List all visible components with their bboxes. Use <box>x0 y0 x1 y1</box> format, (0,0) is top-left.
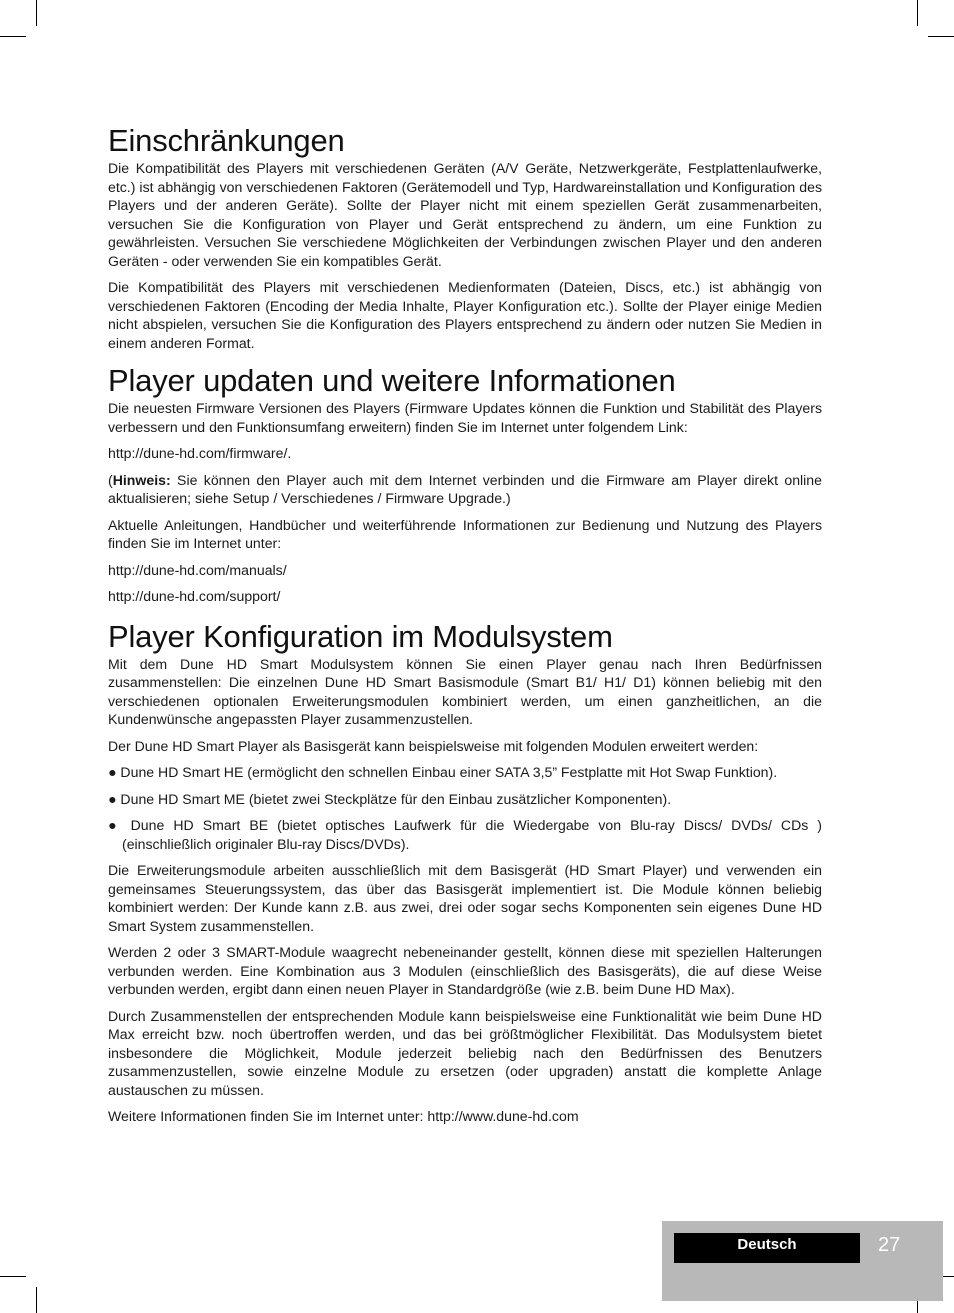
paragraph: Die Erweiterungsmodule arbeiten ausschließlich mit dem Basisgerät (HD Smart Player) und verwenden ein gemeinsames Steuerungssystem, das über das Basisgerät implementiert ist. Die Module können beliebig kombiniert werden: Der Kunde kann z.B. aus zwei, drei oder sogar sechs Komponenten sein eigenes Dune HD Smart System zusammenstellen. <box>108 862 822 934</box>
paragraph: Werden 2 oder 3 SMART-Module waagrecht nebeneinander gestellt, können diese mit speziellen Halterungen verbunden werden. Eine Kombination aus 3 Modulen (einschließlich des Basisgeräts), die auf diese Weise verbunden werden, ergibt dann einen neuen Player in Standardgröße (wie z.B. beim Dune HD Max). <box>108 944 822 997</box>
crop-mark <box>0 1276 26 1277</box>
language-label: Deutsch <box>674 1233 860 1263</box>
support-link[interactable]: http://dune-hd.com/support/ <box>108 588 281 604</box>
paragraph: Mit dem Dune HD Smart Modulsystem können Sie einen Player genau nach Ihren Bedürfnissen zusammenstellen: Die einzelnen Dune HD Smart Basismodule (Smart B1/ H1/ D1) können beliebig mit den verschiedenen optionalen Erweiterungsmodulen kombiniert werden, um einen ganzheitlichen, an die Kundenwünsche angepassten Player zusammenzustellen. <box>108 655 822 727</box>
firmware-link[interactable]: http://dune-hd.com/firmware/. <box>108 445 292 461</box>
paragraph: Die Kompatibilität des Players mit verschiedenen Medienformaten (Dateien, Discs, etc.) ist abhängig von verschiedenen Faktoren (Encoding der Media Inhalte, Player Konfiguration etc.). Sollte der Player einige Medien nicht abspielen, versuchen Sie die Konfiguration des Players entsprechend zu ändern oder nutzen Sie Medien in einem anderen Format. <box>108 279 822 351</box>
section-title: Einschränkungen <box>108 123 345 158</box>
section-title: Player updaten und weitere Informationen <box>108 363 676 398</box>
crop-mark <box>0 36 26 37</box>
paragraph: Die neuesten Firmware Versionen des Players (Firmware Updates können die Funktion und Stabilität des Players verbessern und den Funktionsumfang erweitern) finden Sie im Internet unter folgendem Link: <box>108 400 822 435</box>
paragraph: Durch Zusammenstellen der entsprechenden Module kann beispielsweise eine Funktionalität wie beim Dune HD Max erreicht bzw. noch übertroffen werden, und das bei größtmöglicher Flexibilität. Das Modulsystem bietet insbesondere die Möglichkeit, Module jederzeit beliebig nach den Bedürfnissen des Benutzers zusammenzustellen, sowie einzelne Module zu ersetzen (oder upgraden) anstatt die komplette Anlage austauschen zu müssen. <box>108 1007 822 1098</box>
note-label: Hinweis: <box>112 471 171 488</box>
section-updates <box>108 364 822 606</box>
list-item: ● Dune HD Smart ME (bietet zwei Steckplätze für den Einbau zusätzlicher Komponenten). <box>108 790 672 807</box>
footer-tab <box>662 1221 943 1301</box>
paragraph: Weitere Informationen finden Sie im Internet unter: http://www.dune-hd.com <box>108 1108 579 1124</box>
list-item: ● Dune HD Smart BE (bietet optisches Laufwerk für die Wiedergabe von Blu-ray Discs/ DVDs/ CDs ) (einschließlich originaler Blu-ray Discs/DVDs). <box>108 817 822 852</box>
crop-mark <box>917 0 918 26</box>
note-text: Sie können den Player auch mit dem Internet verbinden und die Firmware am Player direkt online aktualisieren; siehe Setup / Verschiedenes / Firmware Upgrade.) <box>108 471 822 506</box>
paragraph: Die Kompatibilität des Players mit verschiedenen Geräten (A/V Geräte, Netzwerkgeräte, Festplattenlaufwerke, etc.) ist abhängig von verschiedenen Faktoren (Gerätemodell und Typ, Hardwareinstallation und Konfiguration des Players und der anderen Geräte). Sollte der Player nicht mit einem speziellen Gerät zusammenarbeiten, versuchen Sie die Konfiguration von Player und Gerät entsprechend zu ändern, um eine Funktion zu gewährleisten. Versuchen Sie verschiedene Möglichkeiten der Verbindungen zwischen Player und den anderen Geräten - oder verwenden Sie ein kompatibles Gerät. <box>108 160 822 269</box>
page-content <box>108 124 822 1134</box>
paragraph: Aktuelle Anleitungen, Handbücher und weiterführende Informationen zur Bedienung und Nutzung des Players finden Sie im Internet unter: <box>108 516 822 551</box>
crop-mark <box>928 36 954 37</box>
note-open: ( <box>108 471 113 488</box>
section-restrictions <box>108 124 822 352</box>
section-title: Player Konfiguration im Modulsystem <box>108 618 613 654</box>
list-item: ● Dune HD Smart HE (ermöglicht den schnellen Einbau einer SATA 3,5” Festplatte mit Hot Swap Funktion). <box>108 764 778 780</box>
paragraph: Der Dune HD Smart Player als Basisgerät kann beispielsweise mit folgenden Modulen erweitert werden: <box>108 737 759 754</box>
note-paragraph <box>108 471 822 508</box>
section-modules <box>108 620 822 1126</box>
page-number: 27 <box>878 1234 901 1256</box>
crop-mark <box>36 1287 37 1313</box>
crop-mark <box>36 0 37 26</box>
manuals-link[interactable]: http://dune-hd.com/manuals/ <box>108 561 287 578</box>
